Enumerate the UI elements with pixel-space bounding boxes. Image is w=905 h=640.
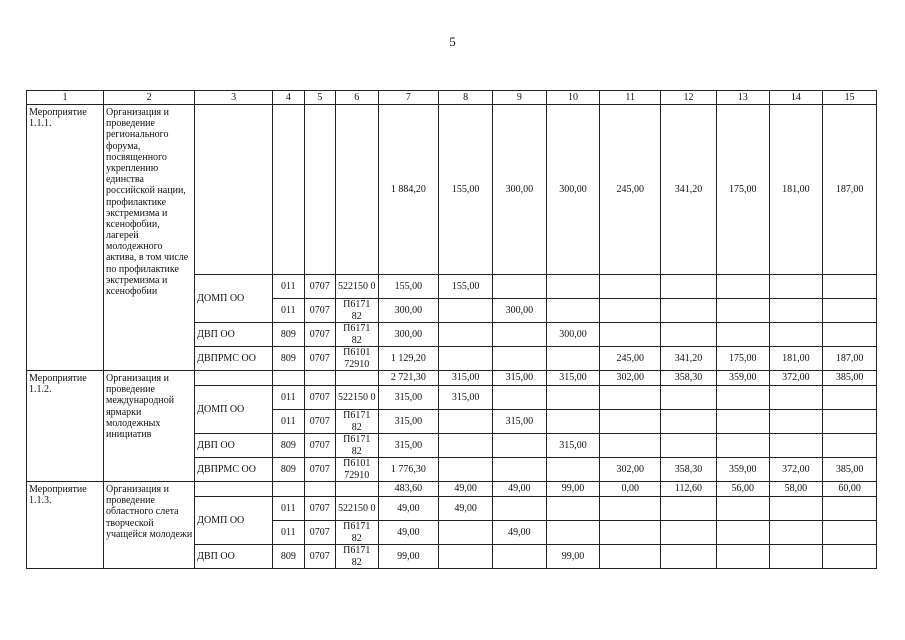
value-cell: 99,00: [546, 545, 600, 569]
value-cell: [823, 545, 877, 569]
value-cell: [439, 545, 493, 569]
code-cell: 522150 0: [335, 497, 378, 521]
org-cell: ДВПРМС ОО: [195, 458, 273, 482]
column-header: 5: [304, 91, 335, 105]
value-cell: [661, 386, 717, 410]
code-cell: П6171 82: [335, 434, 378, 458]
value-cell: [716, 545, 769, 569]
total-value: 358,30: [661, 371, 717, 386]
total-value: 58,00: [769, 482, 823, 497]
code-cell: П6171 82: [335, 545, 378, 569]
total-value: 112,60: [661, 482, 717, 497]
column-header: 4: [273, 91, 304, 105]
total-value: 175,00: [716, 105, 769, 275]
total-value: 49,00: [439, 482, 493, 497]
value-cell: [823, 497, 877, 521]
value-cell: [600, 521, 661, 545]
total-value: 181,00: [769, 105, 823, 275]
total-value: 49,00: [492, 482, 546, 497]
value-cell: [600, 299, 661, 323]
code-cell: 0707: [304, 434, 335, 458]
value-cell: [661, 323, 717, 347]
code-cell: 011: [273, 386, 304, 410]
value-cell: [661, 275, 717, 299]
total-value: 155,00: [439, 105, 493, 275]
code-cell: 0707: [304, 497, 335, 521]
total-value: 99,00: [546, 482, 600, 497]
empty-cell: [304, 482, 335, 497]
value-cell: [769, 410, 823, 434]
value-cell: [823, 434, 877, 458]
value-cell: [439, 299, 493, 323]
value-cell: [439, 323, 493, 347]
code-cell: 809: [273, 323, 304, 347]
empty-cell: [335, 371, 378, 386]
value-cell: [439, 347, 493, 371]
value-cell: [600, 545, 661, 569]
value-cell: [769, 545, 823, 569]
total-value: 300,00: [492, 105, 546, 275]
value-cell: [546, 347, 600, 371]
event-name: Организация и проведение областного слета творческой учащейся молодежи: [103, 482, 194, 569]
value-cell: 99,00: [378, 545, 439, 569]
value-cell: [661, 299, 717, 323]
code-cell: 809: [273, 458, 304, 482]
total-value: 315,00: [439, 371, 493, 386]
value-cell: [661, 497, 717, 521]
value-cell: [823, 521, 877, 545]
value-cell: 359,00: [716, 458, 769, 482]
org-cell: ДВП ОО: [195, 434, 273, 458]
value-cell: [661, 434, 717, 458]
value-cell: [492, 275, 546, 299]
code-cell: 011: [273, 299, 304, 323]
org-cell: ДВПРМС ОО: [195, 347, 273, 371]
empty-cell: [273, 371, 304, 386]
value-cell: 1 129,20: [378, 347, 439, 371]
total-value: 385,00: [823, 371, 877, 386]
value-cell: [492, 545, 546, 569]
column-header: 13: [716, 91, 769, 105]
value-cell: [600, 323, 661, 347]
value-cell: 315,00: [546, 434, 600, 458]
code-cell: 522150 0: [335, 275, 378, 299]
empty-cell: [195, 482, 273, 497]
value-cell: [439, 521, 493, 545]
value-cell: [492, 434, 546, 458]
total-value: 2 721,30: [378, 371, 439, 386]
empty-cell: [335, 105, 378, 275]
value-cell: 187,00: [823, 347, 877, 371]
value-cell: [600, 497, 661, 521]
org-cell: ДВП ОО: [195, 545, 273, 569]
code-cell: 011: [273, 410, 304, 434]
value-cell: 372,00: [769, 458, 823, 482]
code-cell: 011: [273, 497, 304, 521]
value-cell: [716, 323, 769, 347]
column-header: 1: [27, 91, 104, 105]
value-cell: 175,00: [716, 347, 769, 371]
budget-table: [26, 90, 877, 569]
value-cell: [716, 386, 769, 410]
empty-cell: [195, 105, 273, 275]
value-cell: 385,00: [823, 458, 877, 482]
value-cell: 49,00: [492, 521, 546, 545]
value-cell: [439, 434, 493, 458]
code-cell: 809: [273, 434, 304, 458]
value-cell: [769, 299, 823, 323]
total-value: 341,20: [661, 105, 717, 275]
value-cell: [769, 323, 823, 347]
total-value: 0,00: [600, 482, 661, 497]
org-cell: ДОМП ОО: [195, 275, 273, 323]
total-value: 300,00: [546, 105, 600, 275]
value-cell: 1 776,30: [378, 458, 439, 482]
header-row: [27, 91, 877, 105]
value-cell: [600, 410, 661, 434]
code-cell: П6101 72910: [335, 347, 378, 371]
total-value: 245,00: [600, 105, 661, 275]
value-cell: [661, 545, 717, 569]
value-cell: [600, 434, 661, 458]
value-cell: 49,00: [439, 497, 493, 521]
value-cell: [600, 275, 661, 299]
empty-cell: [273, 482, 304, 497]
value-cell: [546, 275, 600, 299]
total-value: 315,00: [492, 371, 546, 386]
code-cell: 809: [273, 545, 304, 569]
value-cell: [769, 497, 823, 521]
empty-cell: [195, 371, 273, 386]
total-value: 302,00: [600, 371, 661, 386]
value-cell: [439, 458, 493, 482]
value-cell: 315,00: [492, 410, 546, 434]
empty-cell: [335, 482, 378, 497]
value-cell: [716, 434, 769, 458]
value-cell: 358,30: [661, 458, 717, 482]
value-cell: [546, 410, 600, 434]
code-cell: 0707: [304, 545, 335, 569]
table-row: [27, 105, 877, 275]
empty-cell: [304, 371, 335, 386]
code-cell: 0707: [304, 521, 335, 545]
total-value: 359,00: [716, 371, 769, 386]
code-cell: 522150 0: [335, 386, 378, 410]
value-cell: [546, 497, 600, 521]
column-header: 3: [195, 91, 273, 105]
value-cell: [769, 434, 823, 458]
value-cell: 300,00: [378, 299, 439, 323]
event-name: Организация и проведение регионального форума, посвященного укреплению единства российской нации, профилактике экстремизма и ксенофобии, лагерей молодежного актива, в том числе по профилактике экстремизма и ксенофобии: [103, 105, 194, 371]
org-cell: ДОМП ОО: [195, 386, 273, 434]
value-cell: 155,00: [439, 275, 493, 299]
org-cell: ДОМП ОО: [195, 497, 273, 545]
total-value: 372,00: [769, 371, 823, 386]
value-cell: 300,00: [546, 323, 600, 347]
code-cell: 011: [273, 275, 304, 299]
table-row: [27, 371, 877, 386]
column-header: 9: [492, 91, 546, 105]
code-cell: П6101 72910: [335, 458, 378, 482]
total-value: 315,00: [546, 371, 600, 386]
value-cell: [769, 521, 823, 545]
total-value: 483,60: [378, 482, 439, 497]
column-header: 11: [600, 91, 661, 105]
value-cell: [492, 497, 546, 521]
value-cell: [546, 521, 600, 545]
code-cell: 0707: [304, 275, 335, 299]
code-cell: П6171 82: [335, 410, 378, 434]
empty-cell: [304, 105, 335, 275]
code-cell: 011: [273, 521, 304, 545]
column-header: 7: [378, 91, 439, 105]
value-cell: [823, 410, 877, 434]
value-cell: [716, 410, 769, 434]
value-cell: [716, 497, 769, 521]
page-number: 5: [449, 34, 456, 49]
empty-cell: [273, 105, 304, 275]
value-cell: [546, 386, 600, 410]
value-cell: [716, 521, 769, 545]
code-cell: П6171 82: [335, 323, 378, 347]
event-id: Мероприятие 1.1.1.: [27, 105, 104, 371]
table-row: [27, 482, 877, 497]
total-value: 1 884,20: [378, 105, 439, 275]
value-cell: [823, 275, 877, 299]
column-header: 12: [661, 91, 717, 105]
total-value: 56,00: [716, 482, 769, 497]
value-cell: [492, 323, 546, 347]
value-cell: 315,00: [378, 386, 439, 410]
value-cell: [823, 386, 877, 410]
value-cell: [769, 386, 823, 410]
value-cell: [823, 299, 877, 323]
value-cell: [823, 323, 877, 347]
value-cell: [492, 458, 546, 482]
value-cell: [716, 275, 769, 299]
value-cell: 315,00: [378, 434, 439, 458]
value-cell: [492, 386, 546, 410]
code-cell: 0707: [304, 386, 335, 410]
value-cell: 300,00: [492, 299, 546, 323]
value-cell: 315,00: [378, 410, 439, 434]
code-cell: 0707: [304, 347, 335, 371]
value-cell: [439, 410, 493, 434]
value-cell: 245,00: [600, 347, 661, 371]
value-cell: [661, 521, 717, 545]
code-cell: 0707: [304, 299, 335, 323]
value-cell: [716, 299, 769, 323]
code-cell: П6171 82: [335, 299, 378, 323]
value-cell: 315,00: [439, 386, 493, 410]
column-header: 15: [823, 91, 877, 105]
value-cell: [600, 386, 661, 410]
column-header: 2: [103, 91, 194, 105]
value-cell: 49,00: [378, 521, 439, 545]
org-cell: ДВП ОО: [195, 323, 273, 347]
total-value: 60,00: [823, 482, 877, 497]
value-cell: [546, 299, 600, 323]
code-cell: 809: [273, 347, 304, 371]
value-cell: 300,00: [378, 323, 439, 347]
total-value: 187,00: [823, 105, 877, 275]
value-cell: 155,00: [378, 275, 439, 299]
event-id: Мероприятие 1.1.3.: [27, 482, 104, 569]
code-cell: 0707: [304, 323, 335, 347]
event-name: Организация и проведение международной ярмарки молодежных инициатив: [103, 371, 194, 482]
column-header: 6: [335, 91, 378, 105]
column-header: 10: [546, 91, 600, 105]
value-cell: 302,00: [600, 458, 661, 482]
value-cell: [546, 458, 600, 482]
event-id: Мероприятие 1.1.2.: [27, 371, 104, 482]
column-header: 8: [439, 91, 493, 105]
value-cell: 181,00: [769, 347, 823, 371]
column-header: 14: [769, 91, 823, 105]
code-cell: 0707: [304, 458, 335, 482]
value-cell: [492, 347, 546, 371]
code-cell: 0707: [304, 410, 335, 434]
value-cell: [769, 275, 823, 299]
value-cell: 341,20: [661, 347, 717, 371]
value-cell: [661, 410, 717, 434]
code-cell: П6171 82: [335, 521, 378, 545]
value-cell: 49,00: [378, 497, 439, 521]
